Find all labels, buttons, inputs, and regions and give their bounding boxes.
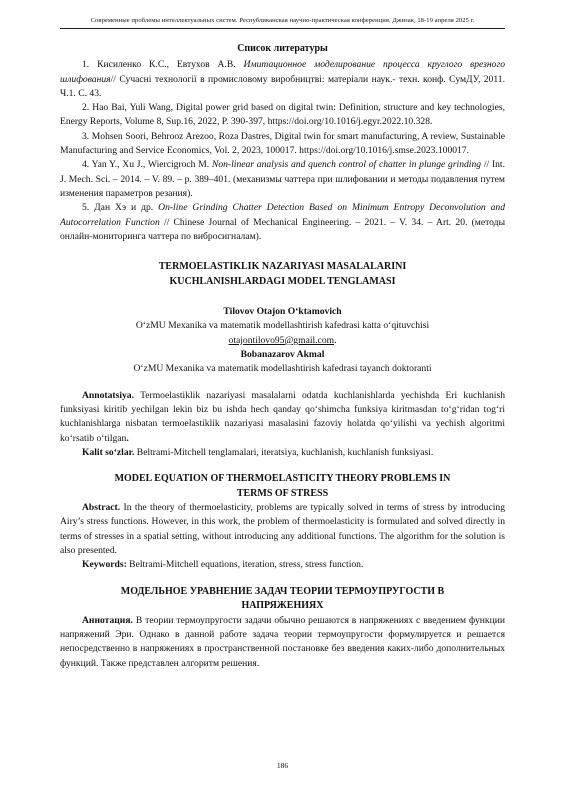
uz-title-line-1: TERMOELASTIKLIK NAZARIYASI MASALALARINI [158, 261, 407, 273]
running-head: Современные проблемы интеллектуальных систем. Республиканская научно-практическая конференция. Джизак, 18-19 апреля 2025 г. [90, 17, 475, 24]
email-link[interactable]: otajontilovo95@gmail.com [228, 334, 335, 346]
ref-text: 4. Yan Y., Xu J., Wiercigroch M. [82, 159, 212, 171]
author-1: Tilovov Otajon Oʻktamovich [223, 306, 342, 318]
page-number: 186 [276, 761, 289, 770]
ref-title: On-line Grinding Chatter Detection Based on Minimum Entropy Deconvolution and Autocorrelation Function [60, 202, 505, 228]
uz-abstract-end: . [126, 432, 129, 444]
ref-text: 3. Mohsen Soori, Behrooz Arezoo, Roza Dastres, Digital twin for smart manufacturing, A review, Sustainable Manufacturing and Service Economics, Vol. 2, 2023, 100017. https://doi.org/10.1016/j.smse.2023.100017. [60, 130, 505, 157]
ru-abstract [60, 614, 505, 671]
ref-text: // Сучасні технології в промисловому виробництві: матеріали наук.- техн. конф. СумДУ, 2011. Ч.1. С. 43. [60, 73, 505, 99]
ref-text: // Chinese Journal of Mechanical Engineering. – 2021. – V. 34. – Art. 20. (методы онлайн-мониторинга чаттера по вибросигналам). [60, 216, 506, 242]
page-content [60, 42, 505, 671]
uz-keywords-label: Kalit soʻzlar. [82, 446, 135, 458]
email-tail: . [334, 334, 337, 346]
en-title-line-1: MODEL EQUATION OF THERMOELASTICITY THEORY PROBLEMS IN [114, 473, 451, 485]
references-heading: Список литературы [237, 43, 328, 54]
uz-abstract [60, 389, 505, 446]
uz-keywords-text: Beltrami-Mitchell tenglamalari, iteratsiya, kuchlanish, kuchlanish funksiyasi. [134, 446, 434, 458]
en-keywords-label: Keywords: [82, 559, 127, 571]
header-rule [60, 28, 505, 29]
ref-text: 5. Дан Хэ и др. [82, 202, 159, 214]
en-abstract [60, 501, 505, 558]
en-abstract-label: Abstract. [82, 502, 121, 514]
en-keywords [60, 558, 505, 572]
author-email [60, 334, 505, 348]
reference-item-4 [60, 158, 505, 201]
reference-item-1 [60, 58, 505, 101]
uz-title-line-2: KUCHLANISHLARDAGI MODEL TENGLAMASI [169, 275, 396, 287]
author-2: Bobanazarov Akmal [240, 349, 325, 361]
reference-item-3 [60, 130, 505, 159]
ref-text: 2. Hao Bai, Yuli Wang, Digital power grid based on digital twin: Definition, structure and key technologies, Energy Reports, Volume 8, Sup.16, 2022, P. 390-397, https://doi.org/10.1016/j.egyr.2022.10.328. [60, 102, 505, 128]
en-title-line-2: TERMS OF STRESS [236, 487, 329, 499]
ref-text: // Int. J. Mech. Sci. – 2014. – V. 89. – р. 389–401. (механизмы чаттера при шлифовании и методы подавления путем изменения параметров резания). [60, 159, 505, 199]
uz-abstract-text: Termoelastiklik nazariyasi masalalarni odatda kuchlanishlarda yechishda Eri kuchlanish funksiyasi kiritib yechilgan lekin biz bu ishda hech qanday qoʻshimcha funksiya kiritmasdan toʻgʻridan togʻri kuchlanishlarga nisbatan termoelastiklik nazariyasi masalasini fazoviy holatda qoʻyilishi va yechish algoritmi koʻrsatib oʻtilgan [60, 389, 505, 444]
ref-title: Non-linear analysis and quench control of chatter in plunge grinding [211, 159, 482, 171]
affiliation-2: OʻzMU Mexanika va matematik modellashtirish kafedrasi tayanch doktoranti [133, 363, 432, 375]
ru-title-line-2: НАПРЯЖЕНИЯХ [241, 600, 324, 612]
ru-abstract-label: Аннотация. [82, 614, 133, 626]
ru-title-line-1: МОДЕЛЬНОЕ УРАВНЕНИЕ ЗАДАЧ ТЕОРИИ ТЕРМОУПРУГОСТИ В [120, 585, 445, 597]
reference-item-2 [60, 101, 505, 130]
ru-abstract-text: В теории термоупругости задачи обычно решаются в напряжениях с введением функции напряжений Эри. Однако в данной работе задача теории термоупругости формулируется и решается непосредственно в напряжениях в пространственной постановке без введения каких-либо дополнительных функций. Также представлен алгоритм решения. [60, 614, 505, 669]
ref-text: 1. Кисиленко К.С., Евтухов А.В. [82, 59, 244, 71]
reference-item-5 [60, 201, 505, 244]
ref-title: Имитационное моделирование процесса круглого врезного шлифования [60, 59, 505, 85]
en-abstract-text: In the theory of thermoelasticity, problems are typically solved in terms of stress by introducing Airy’s stress functions. However, in this work, the problem of thermoelasticity is formulated and solved directly in terms of stresses in a spatial setting, without introducing any additional functions. The algorithm for the solution is also presented. [60, 502, 505, 557]
en-keywords-text: Beltrami-Mitchell equations, iteration, stress, stress function. [126, 559, 364, 571]
uz-abstract-label: Annotatsiya. [82, 389, 134, 401]
uz-keywords [60, 446, 505, 460]
affiliation-1: OʻzMU Mexanika va matematik modellashtirish kafedrasi katta oʻqituvchisi [135, 320, 430, 332]
